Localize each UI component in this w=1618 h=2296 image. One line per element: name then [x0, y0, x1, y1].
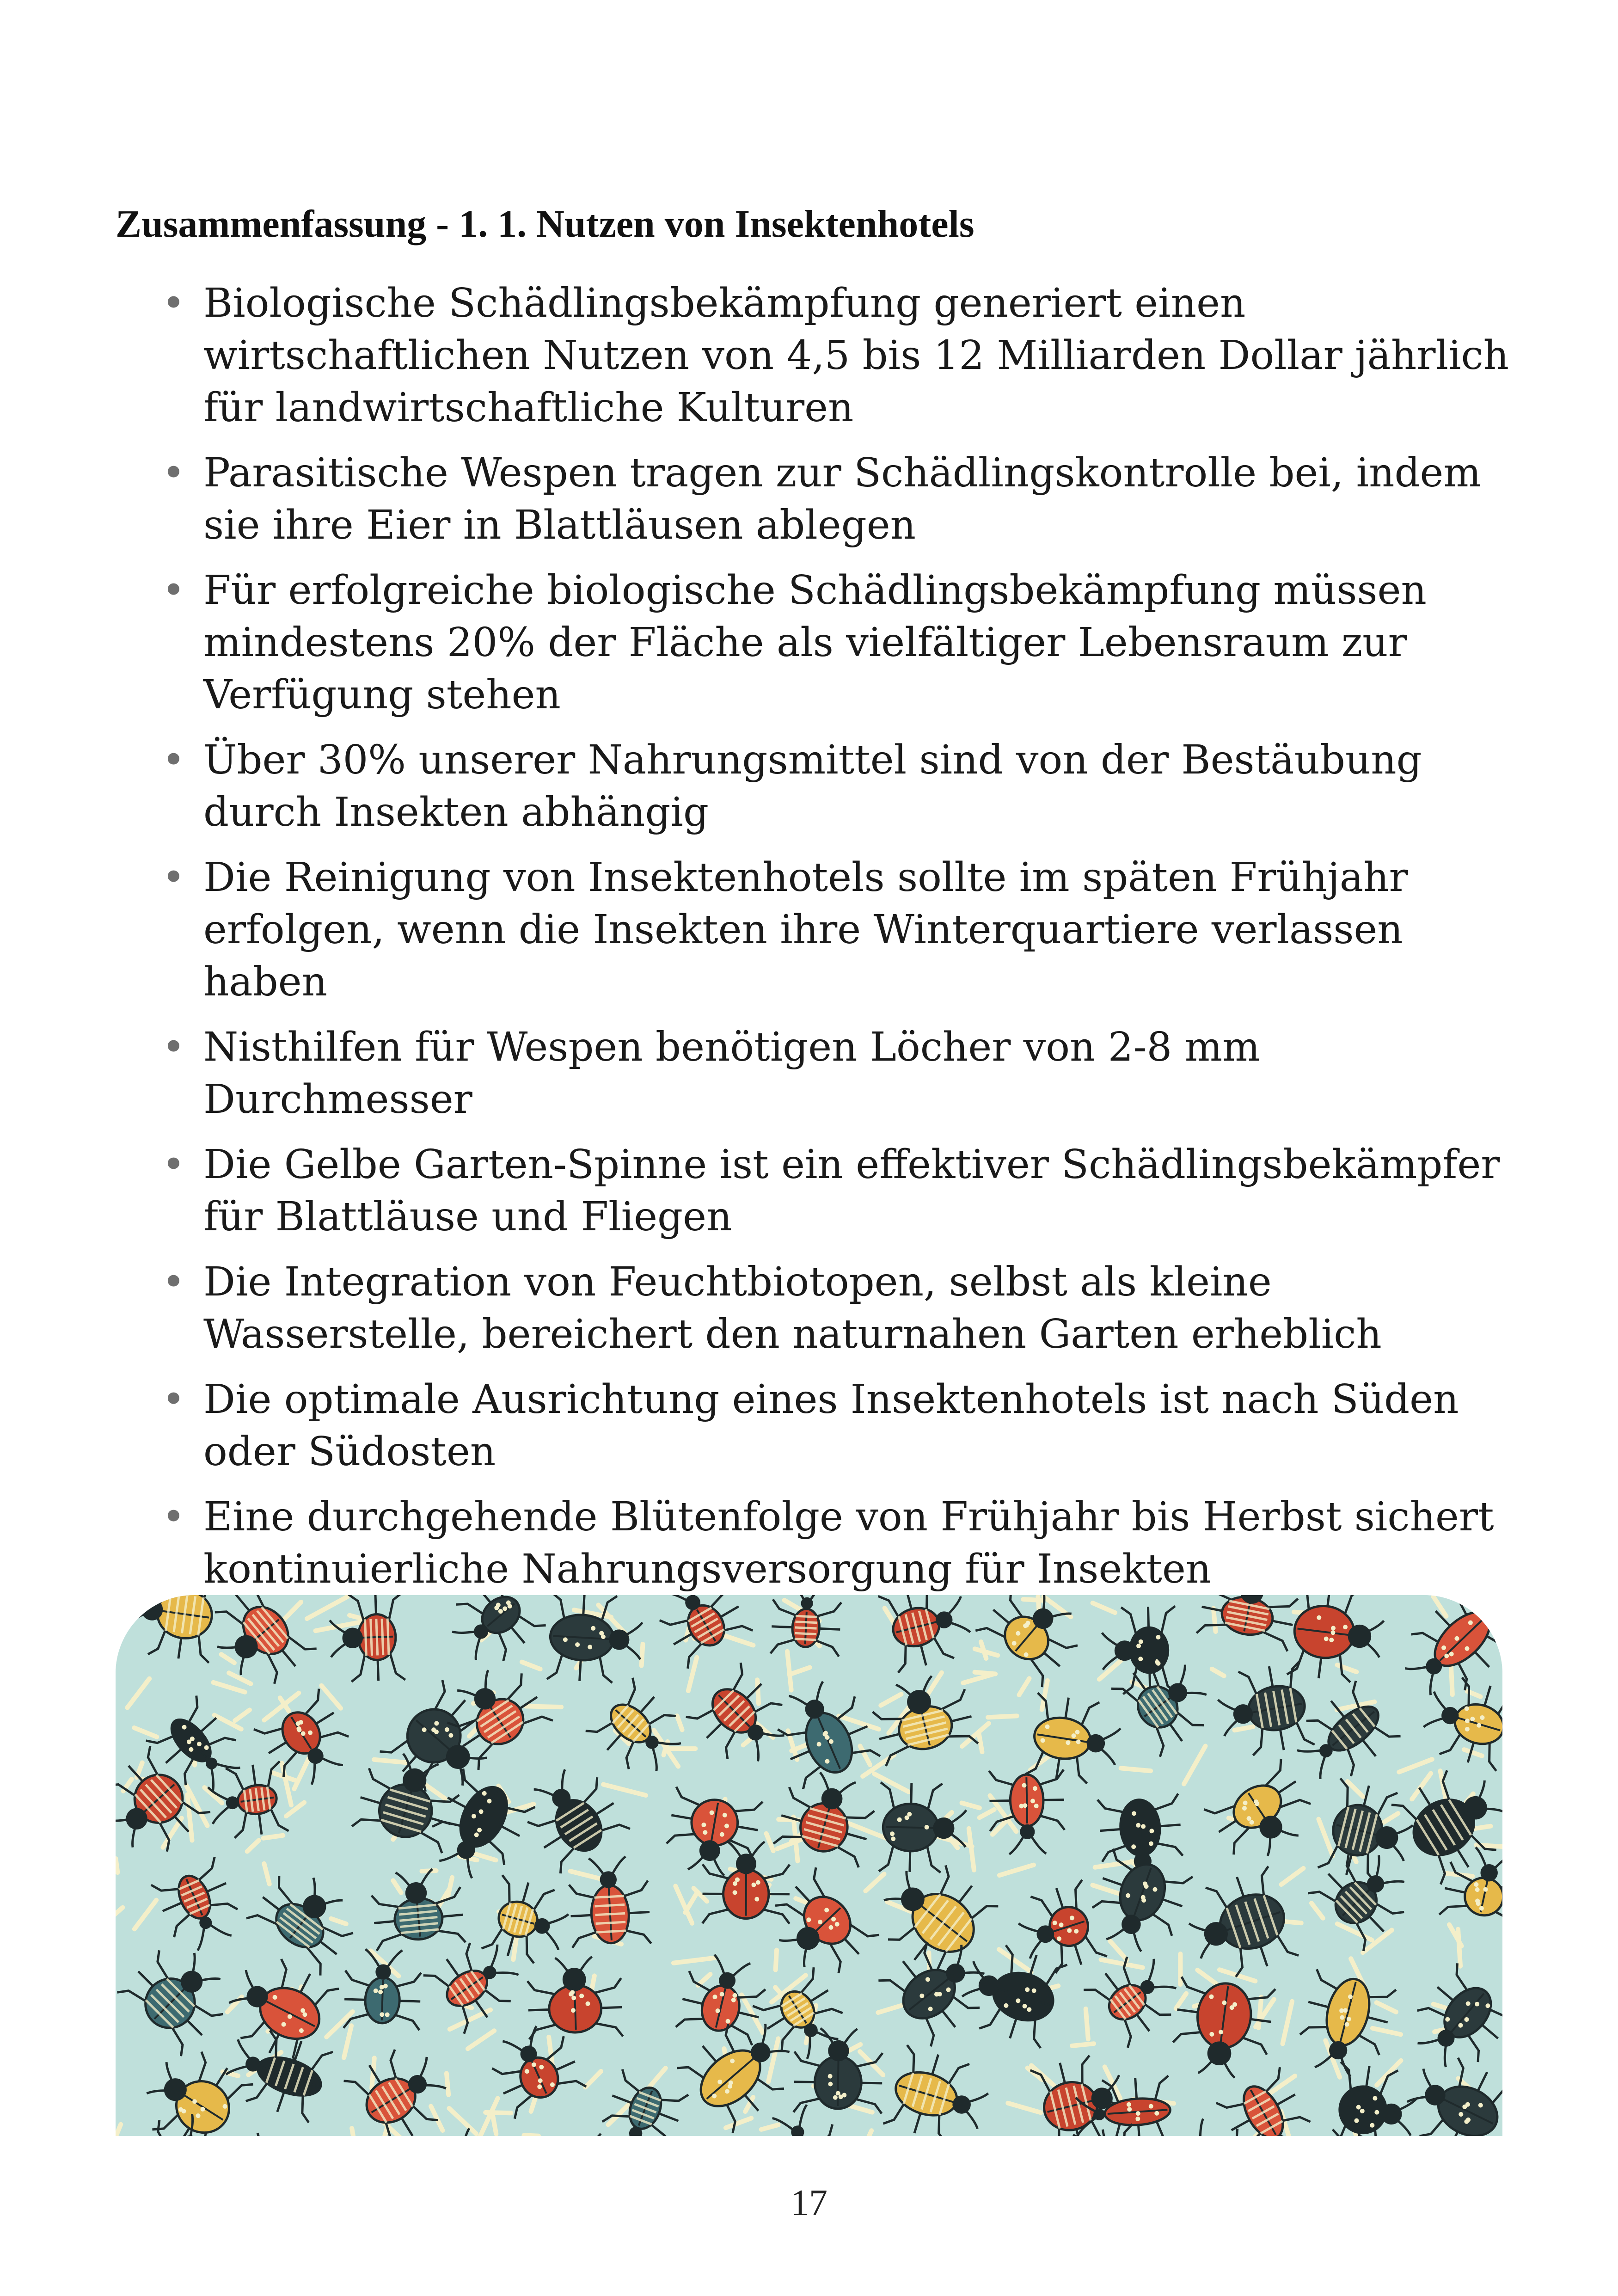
list-item [116, 1256, 1526, 1361]
list-item [116, 1021, 1526, 1126]
list-item [116, 565, 1526, 721]
list-item-text: Die Reinigung von Insektenhotels sollte im späten Frühjahr erfolgen, wenn die Insekten ihre Winterquartiere verlassen haben [203, 854, 1408, 1005]
bullet-icon: • [162, 1259, 185, 1305]
bullet-icon: • [162, 1142, 185, 1188]
bullet-icon: • [162, 567, 185, 614]
bullet-icon: • [162, 854, 185, 901]
list-item-text: Die optimale Ausrichtung eines Insektenhotels ist nach Süden oder Südosten [203, 1376, 1459, 1475]
bullet-icon: • [162, 737, 185, 783]
list-item-text: Biologische Schädlingsbekämpfung generiert einen wirtschaftlichen Nutzen von 4,5 bis 12 Milliarden Dollar jährlich für landwirtschaftliche Kulturen [203, 280, 1509, 431]
list-item-text: Die Integration von Feuchtbiotopen, selbst als kleine Wasserstelle, bereichert den naturnahen Garten erheblich [203, 1259, 1382, 1357]
list-item-text: Nisthilfen für Wespen benötigen Löcher von 2-8 mm Durchmesser [203, 1024, 1260, 1123]
list-item [116, 447, 1526, 552]
bullet-icon: • [162, 1376, 185, 1423]
insect-pattern-illustration [116, 1595, 1502, 2136]
list-item-text: Eine durchgehende Blütenfolge von Frühjahr bis Herbst sichert kontinuierliche Nahrungsversorgung für Insekten [203, 1494, 1494, 1592]
list-item [116, 1491, 1526, 1596]
list-item [116, 1139, 1526, 1243]
list-item-text: Parasitische Wespen tragen zur Schädlingskontrolle bei, indem sie ihre Eier in Blattläusen ablegen [203, 450, 1481, 548]
list-item [116, 734, 1526, 839]
list-item [116, 852, 1526, 1008]
insect-pattern-graphic [116, 1595, 1502, 2136]
list-item-text: Für erfolgreiche biologische Schädlingsbekämpfung müssen mindestens 20% der Fläche als vielfältiger Lebensraum zur Verfügung stehen [203, 567, 1427, 718]
bullet-icon: • [162, 1024, 185, 1070]
bullet-icon: • [162, 450, 185, 496]
summary-list [116, 277, 1526, 1608]
section-heading: Zusammenfassung - 1. 1. Nutzen von Insektenhotels [116, 203, 974, 246]
list-item [116, 277, 1526, 434]
list-item-text: Die Gelbe Garten-Spinne ist ein effektiver Schädlingsbekämpfer für Blattläuse und Fliegen [203, 1142, 1500, 1240]
list-item-text: Über 30% unserer Nahrungsmittel sind von der Bestäubung durch Insekten abhängig [203, 737, 1422, 835]
list-item [116, 1374, 1526, 1478]
page-number: 17 [791, 2183, 827, 2223]
bullet-icon: • [162, 1494, 185, 1540]
bullet-icon: • [162, 280, 185, 326]
